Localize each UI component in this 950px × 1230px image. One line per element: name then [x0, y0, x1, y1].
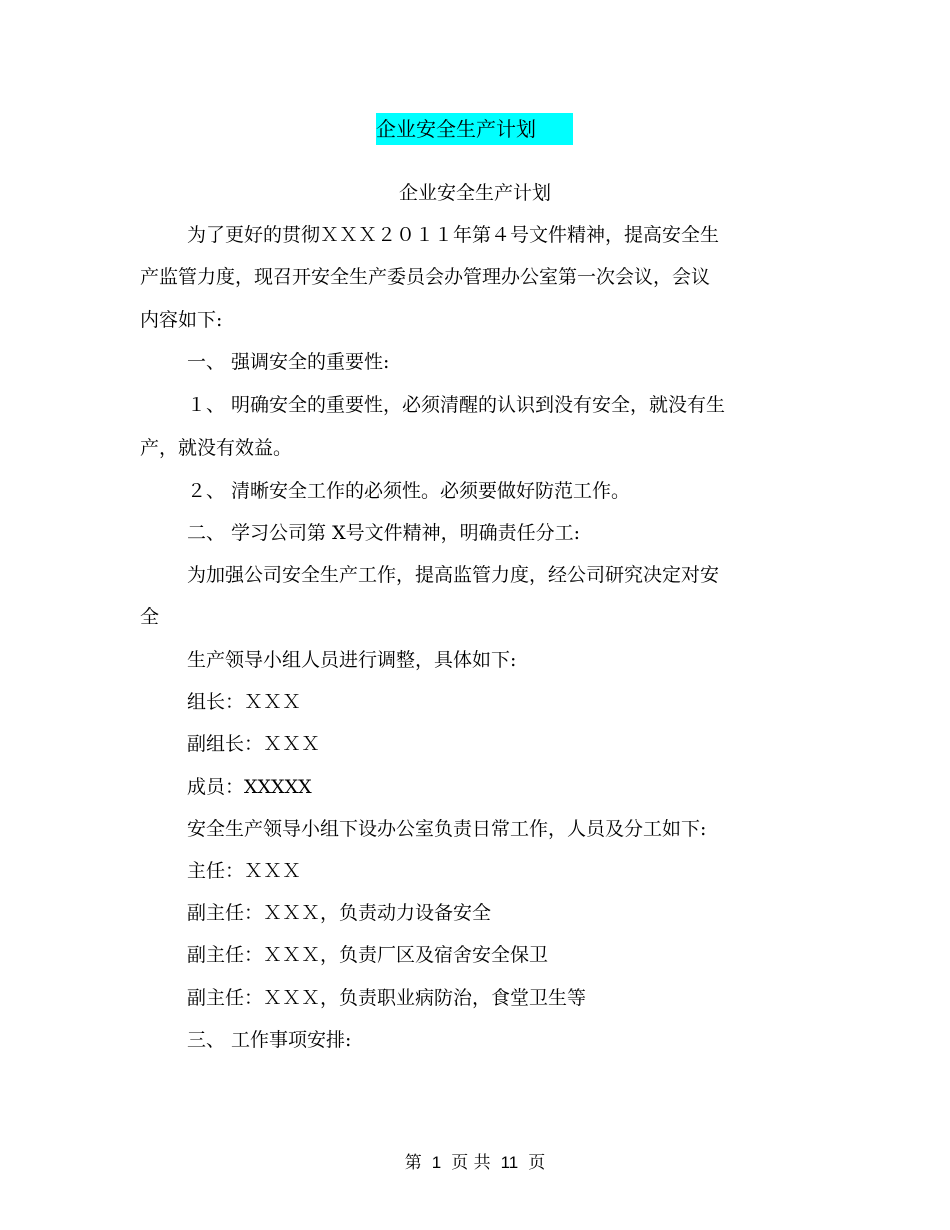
footer-middle: 页 共: [451, 1153, 491, 1173]
page-total: 11: [500, 1153, 519, 1172]
section-heading: 二、 学习公司第 X号文件精神，明确责任分工:: [187, 522, 581, 544]
footer-suffix: 页: [528, 1153, 546, 1173]
page-number: 1: [431, 1153, 442, 1172]
paragraph-line: 产，就没有效益。: [140, 437, 293, 459]
page-footer: [0, 1152, 950, 1174]
paragraph-line: 全: [140, 606, 160, 628]
paragraph-line: 生产领导小组人员进行调整，具体如下:: [187, 649, 517, 671]
list-item: 副组长：ＸＸＸ: [187, 733, 321, 755]
footer-prefix: 第: [404, 1153, 422, 1173]
paragraph-line: 内容如下:: [140, 309, 223, 331]
paragraph-line: 为了更好的贯彻ＸＸＸ２０１１年第４号文件精神，提高安全生: [187, 224, 720, 246]
document-title: 企业安全生产计划: [376, 113, 573, 145]
list-item: 副主任：ＸＸＸ，负责动力设备安全: [187, 902, 492, 924]
list-item: 成员：XXXXX: [187, 776, 312, 798]
list-item: １、 明确安全的重要性，必须清醒的认识到没有安全，就没有生: [187, 394, 726, 416]
list-item: ２、 清晰安全工作的必须性。必须要做好防范工作。: [187, 480, 631, 502]
list-item: 副主任：ＸＸＸ，负责厂区及宿舍安全保卫: [187, 944, 549, 966]
list-item: 组长：ＸＸＸ: [187, 691, 302, 713]
paragraph-line: 安全生产领导小组下设办公室负责日常工作，人员及分工如下:: [187, 818, 707, 840]
list-item: 副主任：ＸＸＸ，负责职业病防治，食堂卫生等: [187, 987, 587, 1009]
section-heading: 三、 工作事项安排:: [187, 1029, 352, 1051]
paragraph-line: 产监管力度，现召开安全生产委员会办管理办公室第一次会议，会议: [140, 266, 711, 288]
document-subtitle: 企业安全生产计划: [398, 182, 551, 204]
section-heading: 一、 强调安全的重要性:: [187, 351, 390, 373]
list-item: 主任：ＸＸＸ: [187, 860, 302, 882]
paragraph-line: 为加强公司安全生产工作，提高监管力度，经公司研究决定对安: [187, 564, 720, 586]
